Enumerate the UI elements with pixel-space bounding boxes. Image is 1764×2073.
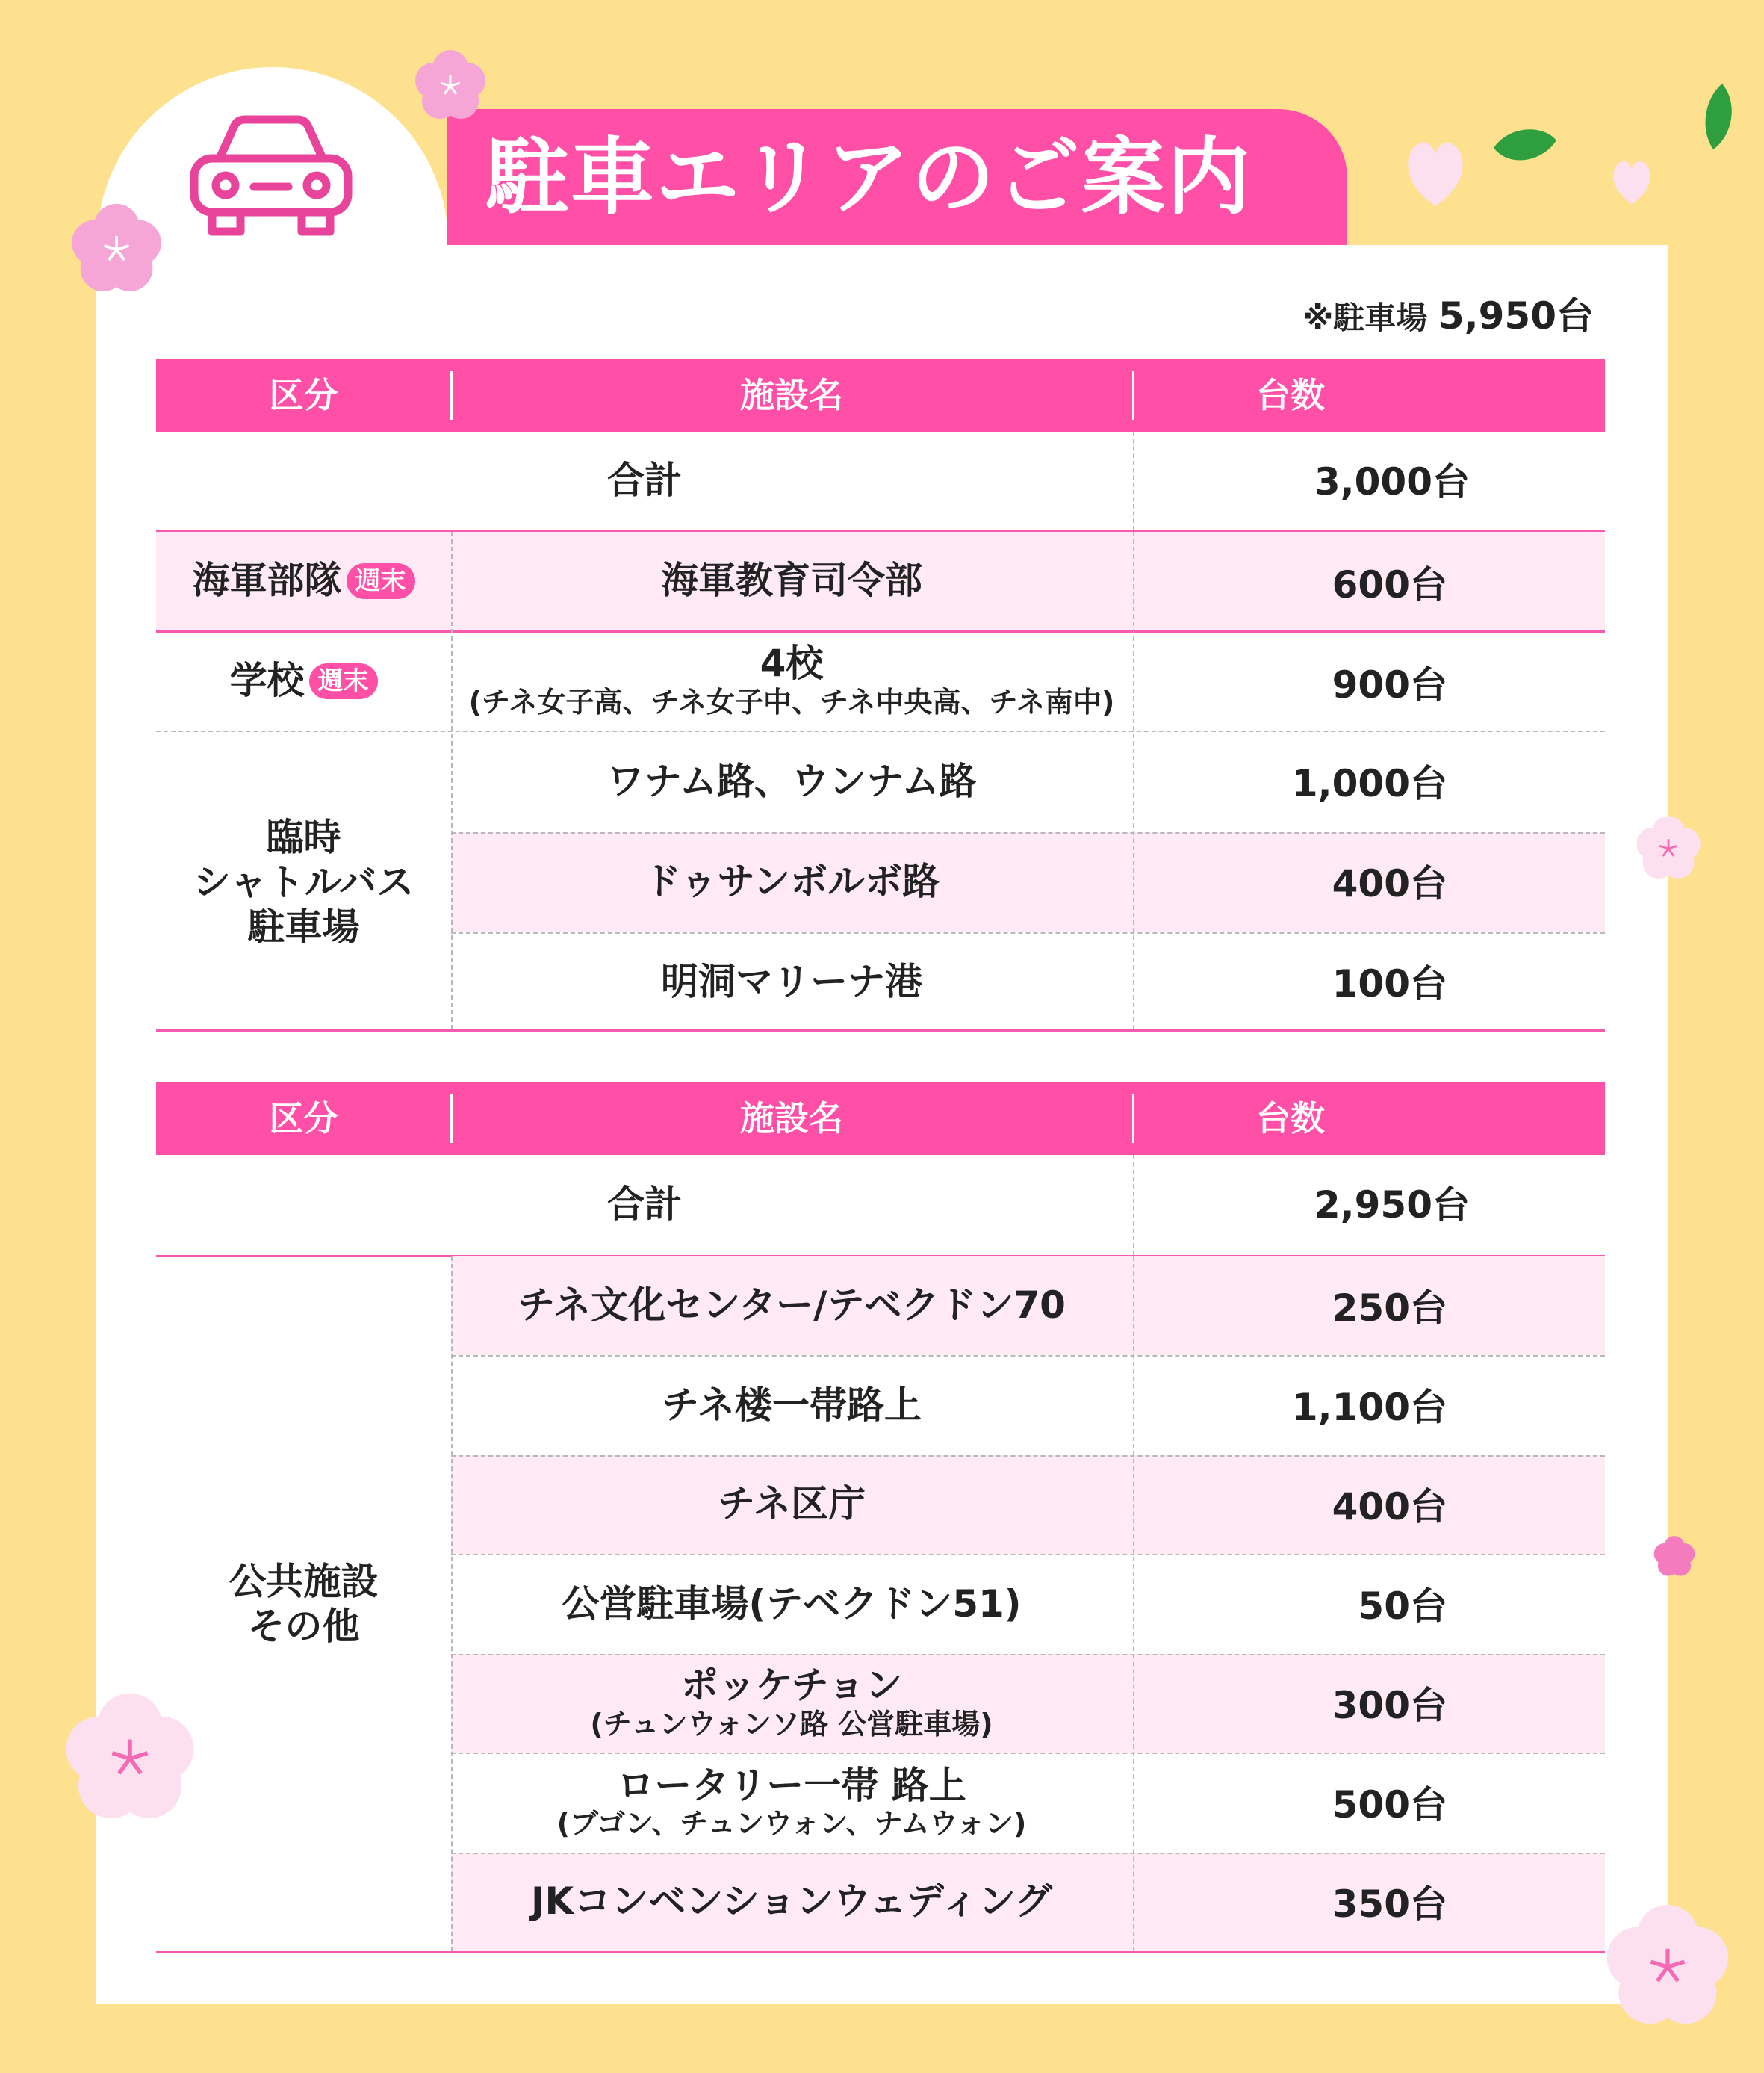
facility-count: 300台 (1332, 1684, 1447, 1727)
petal-icon (1606, 154, 1658, 206)
column-header-count: 台数 (1256, 375, 1325, 415)
column-header-category: 区分 (269, 375, 338, 415)
column-header-facility: 施設名 (740, 1098, 843, 1138)
facility-count: 1,000台 (1291, 762, 1447, 805)
facility-name: ポッケチョン (チュンウォンソ路 公営駐車場) (590, 1664, 993, 1741)
parking-table-1 (156, 359, 1605, 1031)
facility-name: 4校 (チネ女子高、チネ女子中、チネ中央高、チネ南中) (468, 642, 1115, 719)
car-icon (185, 112, 357, 241)
petal-icon (1397, 131, 1474, 209)
total-label: 合計 (607, 459, 682, 503)
category-navy: 海軍部隊 週末 (156, 532, 451, 630)
facility-name: 明洞マリーナ港 (661, 960, 922, 1004)
leaf-icon (1700, 81, 1737, 152)
plum-blossom-icon (1597, 1896, 1739, 2038)
facility-name: ワナム路、ウンナム路 (606, 760, 977, 804)
weekend-badge: 週末 (347, 563, 415, 599)
table-header (156, 359, 1605, 432)
category-shuttle-parking: 臨時 シャトルバス 駐車場 (193, 816, 414, 949)
facility-count: 350台 (1332, 1883, 1447, 1926)
facility-count: 400台 (1332, 1485, 1447, 1528)
divider (451, 1256, 453, 1951)
divider (451, 532, 453, 1029)
facility-name: チネ文化センター/テベクドン70 (518, 1283, 1066, 1327)
facility-name: JKコンベンションウェディング (530, 1880, 1053, 1924)
facility-count: 400台 (1332, 862, 1447, 905)
category-school: 学校 週末 (156, 632, 451, 731)
weekend-badge: 週末 (309, 663, 378, 699)
category-public-facilities: 公共施設 その他 (229, 1560, 379, 1648)
facility-count: 600台 (1332, 563, 1447, 607)
total-count: 2,950台 (1314, 1183, 1470, 1227)
table-header (156, 1082, 1605, 1155)
column-header-facility: 施設名 (740, 375, 843, 415)
plum-blossom-icon (64, 197, 169, 302)
facility-name: ロータリー一帯 路上 (ブゴン、チュンウォン、ナムウォン) (556, 1763, 1027, 1841)
leaf-icon (1489, 123, 1561, 170)
plum-blossom-icon (1631, 811, 1706, 886)
plum-blossom-icon (409, 45, 491, 127)
total-count: 3,000台 (1314, 460, 1470, 503)
divider (156, 1951, 1605, 1953)
divider (1133, 532, 1134, 1029)
column-header-category: 区分 (269, 1098, 338, 1138)
divider (1133, 1256, 1134, 1951)
facility-name: 海軍教育司令部 (661, 559, 922, 603)
plum-blossom-icon (1650, 1533, 1698, 1581)
total-label: 合計 (607, 1183, 682, 1227)
facility-name: 公営駐車場(テベクドン51) (562, 1581, 1022, 1626)
page-title: 駐車エリアのご案内 (485, 129, 1252, 226)
divider (156, 1029, 1605, 1032)
parking-table-2 (156, 1082, 1605, 1956)
total-parking-note: ※駐車場 5,950台 (1302, 294, 1594, 338)
facility-name: チネ区庁 (718, 1482, 866, 1526)
facility-count: 100台 (1332, 962, 1447, 1005)
facility-count: 500台 (1332, 1783, 1447, 1826)
facility-name: ドゥサンボルボ路 (643, 860, 940, 904)
facility-name: チネ楼一帯路上 (662, 1383, 922, 1427)
facility-count: 50台 (1358, 1584, 1447, 1628)
facility-count: 250台 (1332, 1286, 1447, 1330)
facility-count: 1,100台 (1291, 1386, 1447, 1429)
facility-count: 900台 (1332, 663, 1447, 707)
column-header-count: 台数 (1256, 1098, 1325, 1138)
